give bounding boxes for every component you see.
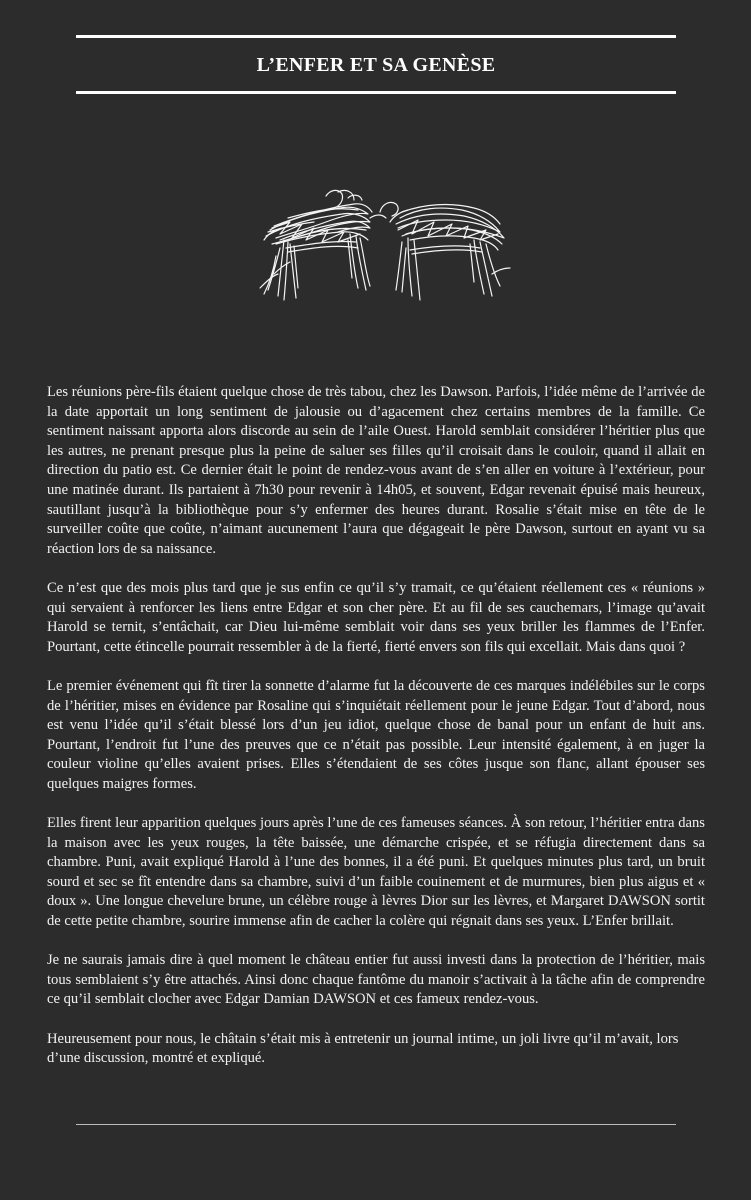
story-body [47, 383, 705, 1088]
paragraph: Elles firent leur apparition quelques jours après l’une de ces fameuses séances. À son retour, l’héritier entra dans la maison avec les yeux rouges, la tête baissée, une démarche crispée, et se réfugia directement dans sa chambre. Puni, avait expliqué Harold à l’une des bonnes, il a été puni. Et quelques minutes plus tard, un bruit sourd et sec se fît entendre dans sa chambre, suivi d’un faible couinement et de murmures, bien plus aigus et « doux ». Une longue chevelure brune, un célèbre rouge à lèvres Dior sur les lèvres, et Margaret DAWSON sortit de cette petite chambre, sourire immense afin de cacher la colère qui régnait dans ses yeux. L’Enfer brillait. [47, 815, 705, 930]
top-divider [76, 35, 676, 38]
paragraph: Le premier événement qui fît tirer la sonnette d’alarme fut la découverte de ces marques indélébiles sur le corps de l’héritier, mises en évidence par Rosaline qui s’inquiétait réellement pour le jeune Edgar. Tout d’abord, nous est venu l’idée qu’il s’était blessé lors d’un jeu idiot, quelque chose de banal pour un enfant de huit ans. Pourtant, l’endroit fut l’une des preuves que ce n’était pas possible. Leur intensité également, à en juger la couleur violine qu’elles avaient prises. Elles s’étendaient de ses côtes jusque son flanc, allant épouser ses quelques maigres formes. [47, 677, 705, 792]
paragraph: Ce n’est que des mois plus tard que je sus enfin ce qu’il s’y tramait, ce qu’étaient réellement ces « réunions » qui servaient à renforcer les liens entre Edgar et son cher père. Et au fil de ses cauchemars, l’image qu’avait Harold se ternit, s’entâchait, car Dieu lui-même semblait voir dans ses yeux briller les flammes de l’Enfer. Pourtant, cette étincelle pourrait ressembler à de la fierté, fierté envers son fils qui excellait. Mais dans quoi ? [47, 579, 705, 655]
chapter-title: L’ENFER ET SA GENÈSE [256, 54, 496, 76]
paragraph: Les réunions père-fils étaient quelque chose de très tabou, chez les Dawson. Parfois, l’idée même de l’arrivée de la date apportait un long sentiment de jalousie ou d’agacement chez certains membres de la famille. Ce sentiment naissant apporta alors discorde au sein de l’aile Ouest. Harold semblait considérer l’héritier plus que les autres, ne prenant presque plus la peine de saluer ses filles qu’il croisait dans le couloir, quand il allait en direction du patio est. Ce dernier était le point de rendez-vous avant de s’en aller en voiture à l’extérieur, pour une matinée durant. Ils partaient à 7h30 pour revenir à 14h05, et souvent, Edgar revenait épuisé mais heureux, sautillant jusqu’à la bibliothèque pour s’y enfermer des heures durant. Rosalie s’était mise en tête de le surveiller coûte que coûte, n’aimant aucunement l’aura que dégageait le père Dawson, surtout en ayant vu sa réaction lors de sa naissance. [47, 384, 705, 557]
paragraph: Heureusement pour nous, le châtain s’était mis à entretenir un journal intime, un joli livre qu’il m’avait, lors d’une discussion, montré et expliqué. [47, 1030, 679, 1067]
paragraph: Je ne saurais jamais dire à quel moment le château entier fut aussi investi dans la protection de l’héritier, mais tous semblaient s’y être attachés. Ainsi donc chaque fantôme du manoir s’activait à la tâche afin de comprendre ce qu’il semblait clocher avec Edgar Damian DAWSON et ces fameux rendez-vous. [47, 952, 705, 1008]
bottom-divider [76, 1124, 676, 1125]
title-underline [76, 91, 676, 94]
scribbled-mirrored-figures-drawing-icon [230, 178, 530, 318]
